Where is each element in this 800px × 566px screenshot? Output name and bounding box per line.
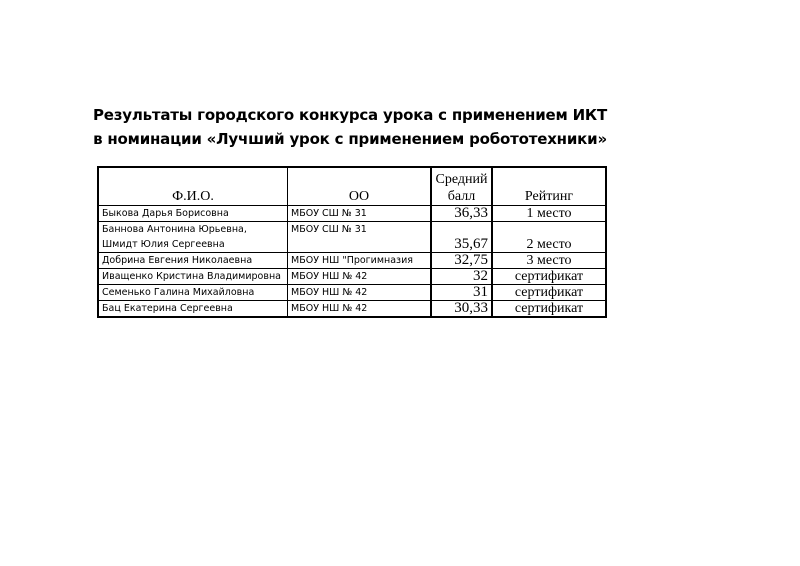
- cell-oo: МБОУ НШ "Прогимназия: [288, 253, 432, 269]
- header-fio: Ф.И.О.: [98, 167, 288, 206]
- cell-rating: 3 место: [492, 253, 606, 269]
- cell-fio-line2: Шмидт Юлия Сергеевна: [102, 239, 225, 250]
- cell-rating: сертификат: [492, 301, 606, 318]
- cell-rating: 2 место: [492, 222, 606, 253]
- cell-fio: Быкова Дарья Борисовна: [98, 206, 288, 222]
- document-title-line-2: в номинации «Лучший урок с применением робототехники»: [93, 130, 607, 148]
- cell-oo: МБОУ НШ № 42: [288, 301, 432, 318]
- cell-oo: МБОУ СШ № 31: [288, 206, 432, 222]
- cell-score: 31: [431, 285, 492, 301]
- cell-oo: МБОУ НШ № 42: [288, 285, 432, 301]
- cell-score: 32: [431, 269, 492, 285]
- header-score: [431, 167, 492, 206]
- cell-rating: сертификат: [492, 285, 606, 301]
- cell-score: 35,67: [431, 222, 492, 253]
- header-score-line2: балл: [447, 189, 476, 204]
- document-title-line-1: Результаты городского конкурса урока с применением ИКТ: [92, 106, 608, 124]
- table-row: [98, 301, 606, 318]
- header-score-line1: Средний: [435, 172, 488, 187]
- cell-fio: Иващенко Кристина Владимировна: [98, 269, 288, 285]
- table-row: [98, 253, 606, 269]
- cell-fio-line1: Баннова Антонина Юрьевна,: [102, 224, 247, 235]
- table-header-row: [98, 167, 606, 206]
- table-row: [98, 269, 606, 285]
- cell-oo: МБОУ НШ № 42: [288, 269, 432, 285]
- cell-rating: сертификат: [492, 269, 606, 285]
- cell-fio: Добрина Евгения Николаевна: [98, 253, 288, 269]
- header-rating: Рейтинг: [492, 167, 606, 206]
- cell-score: 36,33: [431, 206, 492, 222]
- table-row: [98, 222, 606, 253]
- cell-fio: Семенько Галина Михайловна: [98, 285, 288, 301]
- table-row: [98, 285, 606, 301]
- results-table: [97, 166, 607, 318]
- cell-fio: [98, 222, 288, 253]
- cell-score: 32,75: [431, 253, 492, 269]
- cell-oo: МБОУ СШ № 31: [288, 222, 432, 253]
- table-row: [98, 206, 606, 222]
- cell-rating: 1 место: [492, 206, 606, 222]
- header-oo: ОО: [288, 167, 432, 206]
- cell-fio: Бац Екатерина Сергеевна: [98, 301, 288, 318]
- cell-score: 30,33: [431, 301, 492, 318]
